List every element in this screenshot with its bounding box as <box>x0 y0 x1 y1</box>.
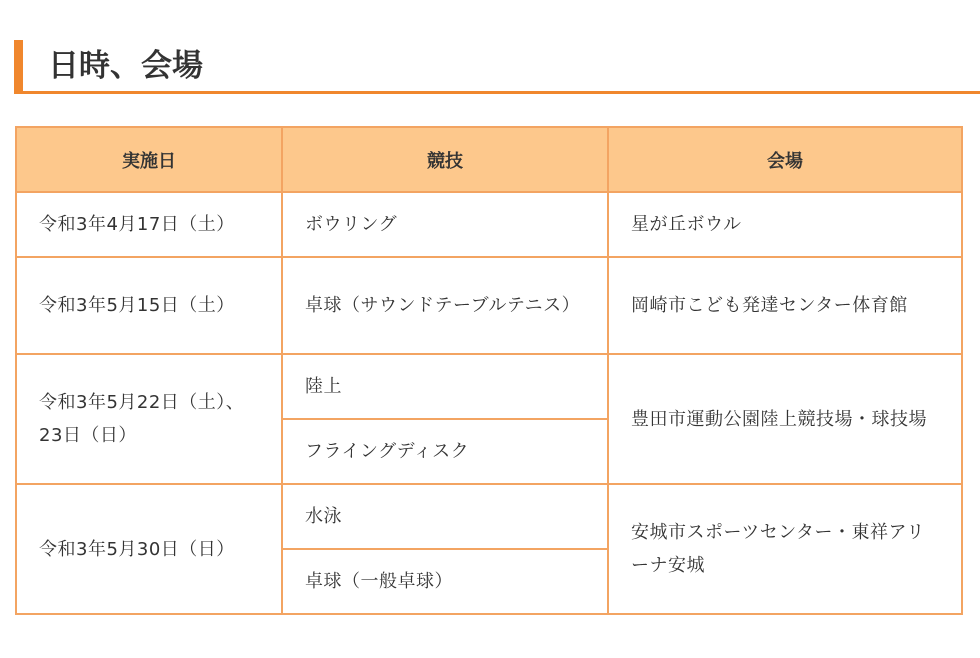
event-cell: 卓球（サウンドテーブルテニス） <box>282 257 608 354</box>
column-header-event: 競技 <box>282 127 608 192</box>
venue-cell: 豊田市運動公園陸上競技場・球技場 <box>608 354 962 484</box>
column-header-venue: 会場 <box>608 127 962 192</box>
section-heading <box>14 40 980 94</box>
table-row <box>16 192 962 257</box>
table-header-row <box>16 127 962 192</box>
event-cell: フライングディスク <box>282 419 608 484</box>
venue-cell: 岡崎市こども発達センター体育館 <box>608 257 962 354</box>
date-cell: 令和3年5月15日（土） <box>16 257 282 354</box>
table-row <box>16 257 962 354</box>
section-title: 日時、会場 <box>48 48 203 84</box>
event-cell: 卓球（一般卓球） <box>282 549 608 614</box>
venue-cell: 安城市スポーツセンター・東祥アリーナ安城 <box>608 484 962 614</box>
date-cell: 令和3年5月22日（土）、23日（日） <box>16 354 282 484</box>
column-header-date: 実施日 <box>16 127 282 192</box>
event-cell: 水泳 <box>282 484 608 549</box>
table-row <box>16 484 962 549</box>
event-cell: 陸上 <box>282 354 608 419</box>
schedule-table <box>15 126 963 615</box>
heading-accent-bar <box>14 40 23 91</box>
date-cell: 令和3年5月30日（日） <box>16 484 282 614</box>
date-cell: 令和3年4月17日（土） <box>16 192 282 257</box>
table-row <box>16 354 962 419</box>
event-cell: ボウリング <box>282 192 608 257</box>
venue-cell: 星が丘ボウル <box>608 192 962 257</box>
